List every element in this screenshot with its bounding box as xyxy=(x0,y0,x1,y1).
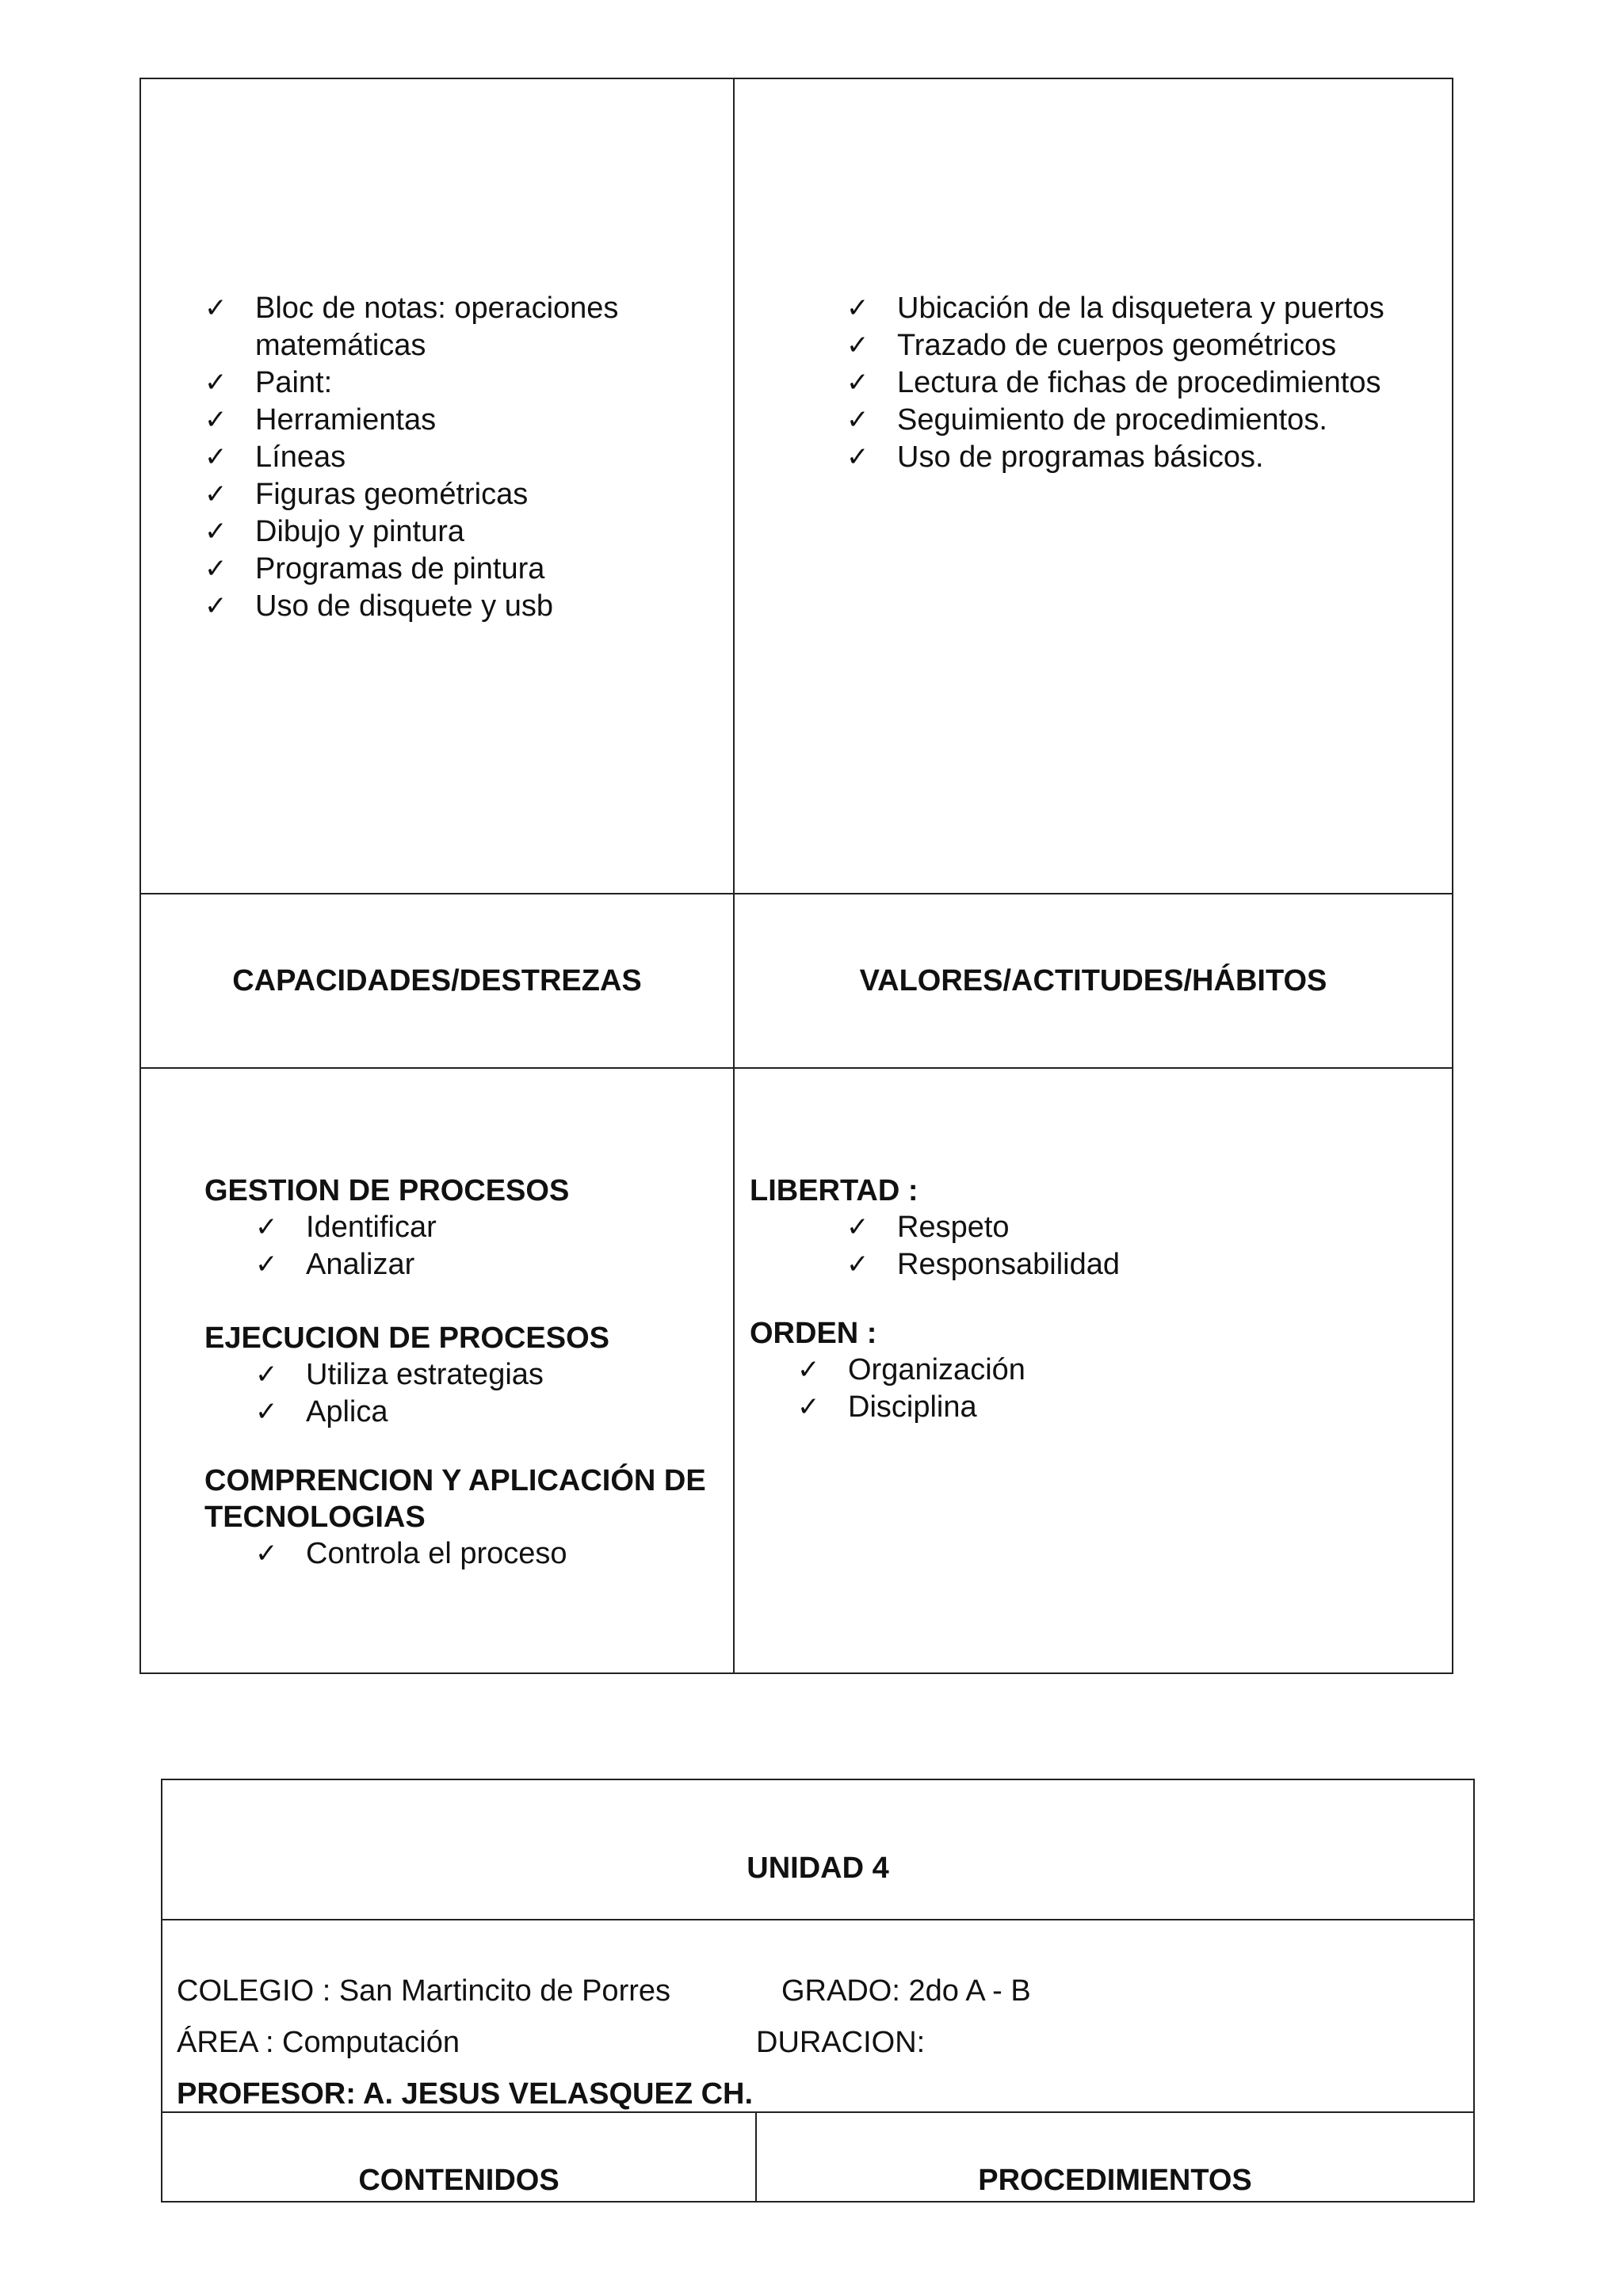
capacidad-items xyxy=(255,1356,727,1431)
table-divider-title xyxy=(161,1919,1475,1920)
list-item: ✓ Analizar xyxy=(255,1246,727,1283)
duracion-field: DURACION: xyxy=(756,2026,926,2059)
list-item: ✓ Responsabilidad xyxy=(846,1246,1431,1283)
list-item: ✓ Herramientas xyxy=(204,402,648,439)
list-item: ✓ Uso de disquete y usb xyxy=(204,588,648,625)
list-item: ✓ Aplica xyxy=(255,1394,727,1431)
column-header-procedimientos: PROCEDIMIENTOS xyxy=(978,2164,1252,2197)
profesor-field: PROFESOR: A. JESUS VELASQUEZ CH. xyxy=(177,2077,754,2111)
column-header-contenidos: CONTENIDOS xyxy=(358,2164,559,2197)
list-item: ✓ Programas de pintura xyxy=(204,551,648,588)
table-divider-row1 xyxy=(139,893,1453,894)
list-item: ✓ Seguimiento de procedimientos. xyxy=(846,402,1433,439)
header-capacidades: CAPACIDADES/DESTREZAS xyxy=(232,964,642,997)
capacidad-title: COMPRENCION Y APLICACIÓN DE TECNOLOGIAS xyxy=(204,1464,706,1534)
capacidad-items xyxy=(255,1535,727,1573)
list-item: ✓ Controla el proceso xyxy=(255,1535,727,1573)
table-divider-row2 xyxy=(139,1067,1453,1069)
capacidades-section xyxy=(204,1173,727,1573)
table-divider-vertical xyxy=(733,78,735,1674)
valores-section xyxy=(750,1173,1431,1426)
valor-items xyxy=(846,1209,1431,1283)
contenidos-list xyxy=(204,290,648,625)
capacidad-title: EJECUCION DE PROCESOS xyxy=(204,1322,609,1355)
list-item: ✓ Trazado de cuerpos geométricos xyxy=(846,327,1433,364)
header-valores: VALORES/ACTITUDES/HÁBITOS xyxy=(859,964,1327,997)
area-field: ÁREA : Computación xyxy=(177,2026,460,2059)
procedimientos-list xyxy=(846,290,1433,476)
list-item: ✓ Paint: xyxy=(204,364,648,402)
valor-items xyxy=(797,1352,1431,1426)
list-item: ✓ Organización xyxy=(797,1352,1431,1389)
list-item: ✓ Ubicación de la disquetera y puertos xyxy=(846,290,1433,327)
colegio-field: COLEGIO : San Martincito de Porres xyxy=(177,1974,671,2008)
list-item: ✓ Bloc de notas: operaciones matemáticas xyxy=(204,290,648,364)
grado-field: GRADO: 2do A - B xyxy=(781,1974,1031,2008)
unidad-title: UNIDAD 4 xyxy=(747,1852,889,1885)
list-item: ✓ Líneas xyxy=(204,439,648,476)
list-item: ✓ Lectura de fichas de procedimientos xyxy=(846,364,1433,402)
list-item: ✓ Utiliza estrategias xyxy=(255,1356,727,1394)
list-item: ✓ Identificar xyxy=(255,1209,727,1246)
list-item: ✓ Figuras geométricas xyxy=(204,476,648,513)
capacidad-title: GESTION DE PROCESOS xyxy=(204,1174,570,1207)
capacidad-items xyxy=(255,1209,727,1283)
list-item: ✓ Dibujo y pintura xyxy=(204,513,648,551)
valor-title: ORDEN : xyxy=(750,1317,877,1350)
list-item: ✓ Respeto xyxy=(846,1209,1431,1246)
list-item: ✓ Disciplina xyxy=(797,1389,1431,1426)
valor-title: LIBERTAD : xyxy=(750,1174,918,1207)
list-item: ✓ Uso de programas básicos. xyxy=(846,439,1433,476)
